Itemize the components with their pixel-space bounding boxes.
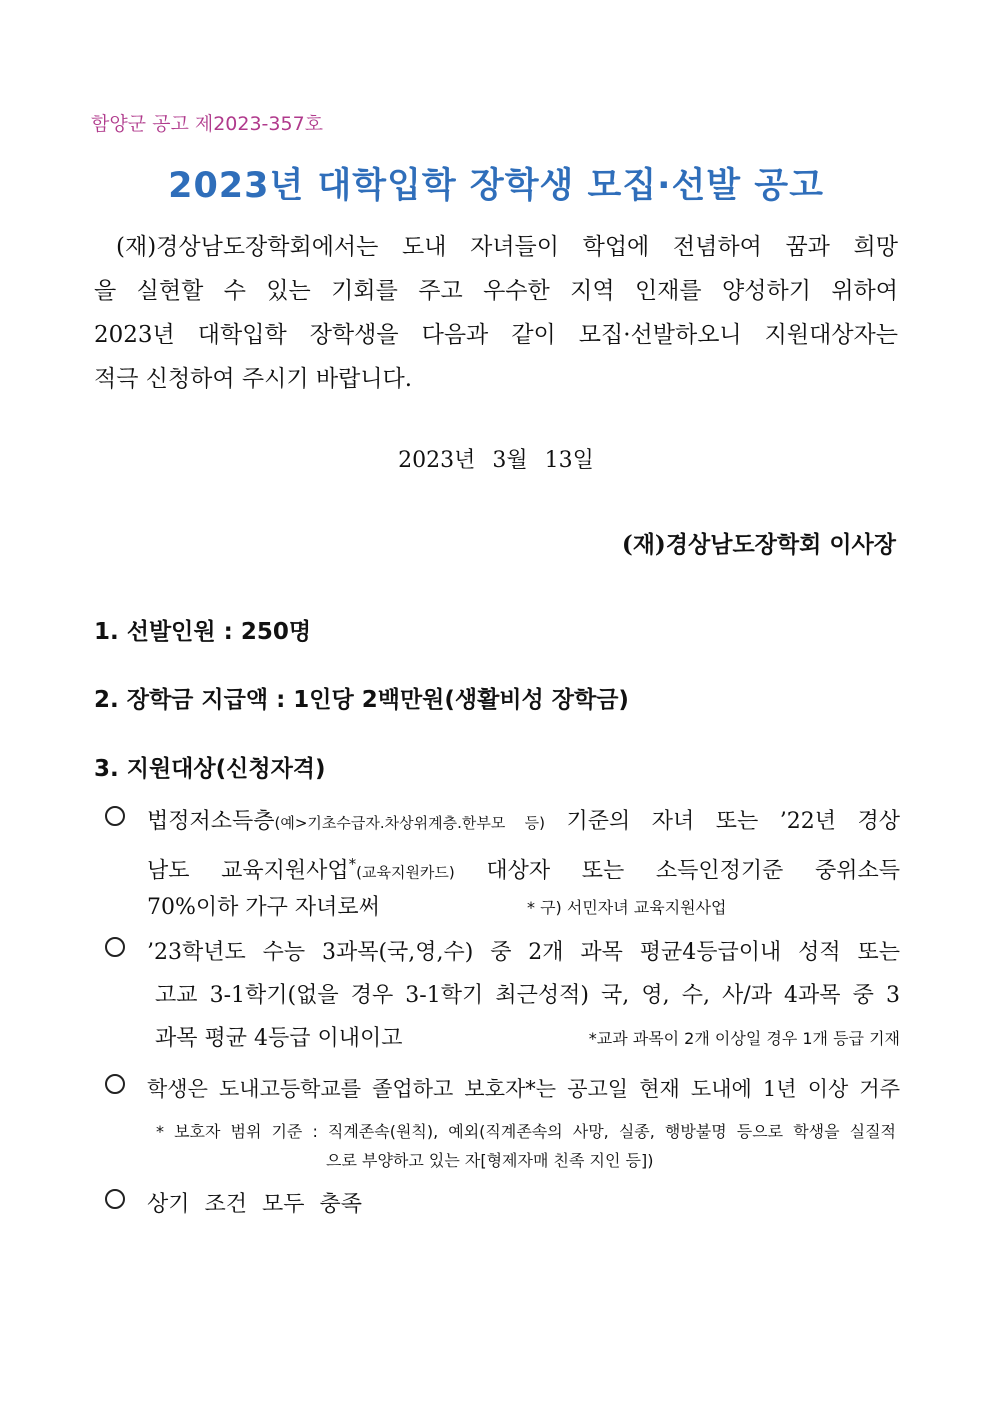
notice-date: 2023년 3월 13일 — [398, 448, 594, 473]
item-line: 70%이하 가구 자녀로써 * 구) 서민자녀 교육지원사업 — [147, 886, 900, 929]
notice-number: 함양군 공고 제2023-357호 — [91, 113, 324, 135]
section-heading-eligibility: 3. 지원대상(신청자격) — [94, 756, 326, 782]
note-line: 으로 부양하고 있는 자[형제자매 친족 지인 등]) — [326, 1151, 654, 1170]
intro-line: (재)경상남도장학회에서는 도내 자녀들이 학업에 전념하여 꿈과 희망 — [116, 234, 898, 260]
circle-bullet-icon — [105, 937, 125, 957]
circle-bullet-icon — [105, 806, 125, 826]
circle-bullet-icon — [105, 1074, 125, 1094]
guardian-note — [156, 1117, 896, 1175]
item-line: 과목 평균 4등급 이내이고 *교과 과목이 2개 이상일 경우 1개 등급 기재 — [147, 1017, 900, 1060]
item-line: 상기 조건 모두 충족 — [147, 1192, 362, 1217]
section-heading-scholarship-amount: 2. 장학금 지급액 : 1인당 2백만원(생활비성 장학금) — [94, 687, 629, 713]
item-line: 법정저소득층(예>기초수급자.차상위계층.한부모 등) 기준의 자녀 또는 ’22년 경상 — [147, 809, 900, 834]
item-line: ’23학년도 수능 3과목(국,영,수) 중 2개 과목 평균4등급이내 성적 또는 — [147, 940, 900, 965]
intro-line: 을 실현할 수 있는 기회를 주고 우수한 지역 인재를 양성하기 위하여 — [94, 278, 898, 304]
signature: (재)경상남도장학회 이사장 — [621, 531, 896, 558]
inline-note: *교과 과목이 2개 이상일 경우 1개 등급 기재 — [588, 1029, 900, 1048]
intro-line: 2023년 대학입학 장학생을 다음과 같이 모집·선발하오니 지원대상자는 — [94, 322, 898, 348]
circle-bullet-icon — [105, 1189, 125, 1209]
item-line: 남도 교육지원사업*(교육지원카드) 대상자 또는 소득인정기준 중위소득 — [147, 855, 900, 884]
page-title: 2023년 대학입학 장학생 모집·선발 공고 — [168, 166, 824, 206]
item-line: 학생은 도내고등학교를 졸업하고 보호자*는 공고일 현재 도내에 1년 이상 거주 — [147, 1077, 900, 1101]
section-heading-selection-count: 1. 선발인원 : 250명 — [94, 619, 312, 645]
item-line: 고교 3-1학기(없을 경우 3-1학기 최근성적) 국, 영, 수, 사/과 4과목 중 3 — [155, 983, 900, 1008]
inline-note: * 구) 서민자녀 교육지원사업 — [527, 898, 727, 917]
intro-line: 적극 신청하여 주시기 바랍니다. — [94, 366, 413, 392]
note-line: * 보호자 범위 기준 : 직계존속(원칙), 예외(직계존속의 사망, 실종, 행방불명 등으로 학생을 실질적 — [156, 1122, 896, 1141]
intro-paragraph — [94, 225, 898, 401]
